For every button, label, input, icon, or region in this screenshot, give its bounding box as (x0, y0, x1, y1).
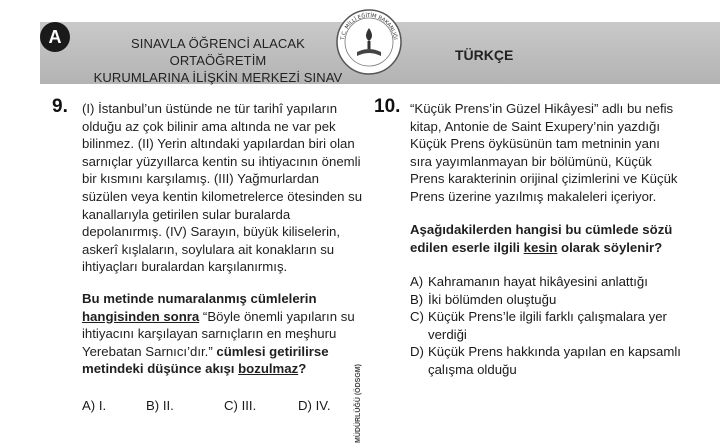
q10-option-a[interactable] (410, 273, 695, 291)
q9-stem-underline2: bozulmaz (238, 361, 299, 377)
q9-stem (82, 290, 367, 378)
q10-option-d-key: D) (410, 344, 424, 360)
exam-title-line1: SINAVLA ÖĞRENCİ ALACAK ORTAÖĞRETİM (131, 36, 305, 68)
q9-option-c[interactable]: C) III. (224, 398, 257, 413)
logo-text: T.C. MİLLÎ EĞİTİM BAKANLIĞI (340, 12, 398, 41)
q9-stem-quote: “Böyle önemli yapıların su ihtiyacını karşılayan sarnıçların en meşhuru Yerebatan Sarnıcı’dır.” (82, 308, 355, 359)
q10-option-a-text: Kahramanın hayat hikâyesini anlattığı (428, 274, 648, 289)
q9-options (82, 398, 382, 418)
q9-stem-underline1: hangisinden sonra (82, 308, 200, 324)
q10-option-c-key: C) (410, 309, 424, 325)
exam-title (88, 35, 348, 86)
q10-option-b-text: İki bölümden oluştuğu (428, 291, 557, 307)
q10-number: 10. (374, 96, 401, 117)
q9-stem-end: ? (298, 361, 307, 377)
q10-stem-part1: Aşağıdakilerden hangisi bu cümlede sözü edilen eserle ilgili (410, 222, 673, 255)
exam-title-line2: KURUMLARINA İLİŞKİN MERKEZİ SINAV (93, 70, 343, 85)
q9-passage: (I) İstanbul’un üstünde ne tür tarihî yapıların olduğu az çok bilinir ama altında ne var pek bilinmez. (II) Yerin altındaki yapılardan biri olan sarnıçlar yüzyıllarca kentin su ihtiyacının önemli bir kısmını karşılamış. (III) Yağmurlardan süzülen veya kentin kilometrelerce ötesinden su kanallarıyla getirilen sular buralarda depolanırmış. (IV) Sarayın, büyük kiliselerin, askerî kışlaların, soylulara ait konakların su ihtiyaçları buralardan karşılanırmış. (82, 101, 363, 275)
q10-passage: “Küçük Prens’in Güzel Hikâyesi” adlı bu nefis kitap, Antonie de Saint Exupery’nin yazdığı Küçük Prens öyküsünün tam metninin yanı sıra yayımlanmayan bir bölümünü, Küçük Prens karakterinin orijinal çizimlerini ve Küçük Prens üzerine yazılmış makaleleri içeriyor. (410, 101, 678, 204)
vertical-note-text: MÜDÜRLÜĞÜ (ÖDSGM) (355, 364, 362, 443)
q10-option-d[interactable] (410, 343, 695, 378)
q10-options (410, 273, 695, 379)
q10-option-b[interactable] (410, 291, 695, 309)
q9-option-d[interactable]: D) IV. (298, 398, 331, 413)
q9-stem-part1: Bu metinde numaralanmış cümlelerin (82, 291, 317, 306)
q9-option-b[interactable]: B) II. (146, 398, 174, 413)
q9-number: 9. (52, 96, 68, 117)
q10-stem-part2: olarak söylenir? (561, 239, 663, 255)
q10-option-b-key: B) (410, 291, 424, 307)
q10-option-a-key: A) (410, 274, 424, 289)
q10-option-d-text: Küçük Prens hakkında yapılan en kapsamlı çalışma olduğu (428, 344, 681, 377)
q9-option-a[interactable]: A) I. (82, 398, 107, 413)
booklet-badge: A (40, 22, 70, 52)
q10-option-c-text: Küçük Prens’le ilgili farklı çalışmalara yer verdiği (428, 309, 667, 342)
subject-label: TÜRKÇE (455, 47, 514, 63)
q10-option-c[interactable] (410, 308, 695, 343)
vertical-note (352, 360, 364, 443)
ministry-seal-icon (335, 8, 403, 76)
exam-header (0, 0, 720, 84)
q9-stem-part3: cümlesi getirilirse metindeki düşünce akışı (82, 343, 329, 377)
q10-stem (410, 221, 690, 256)
q10-stem-underline: kesin (523, 239, 558, 255)
